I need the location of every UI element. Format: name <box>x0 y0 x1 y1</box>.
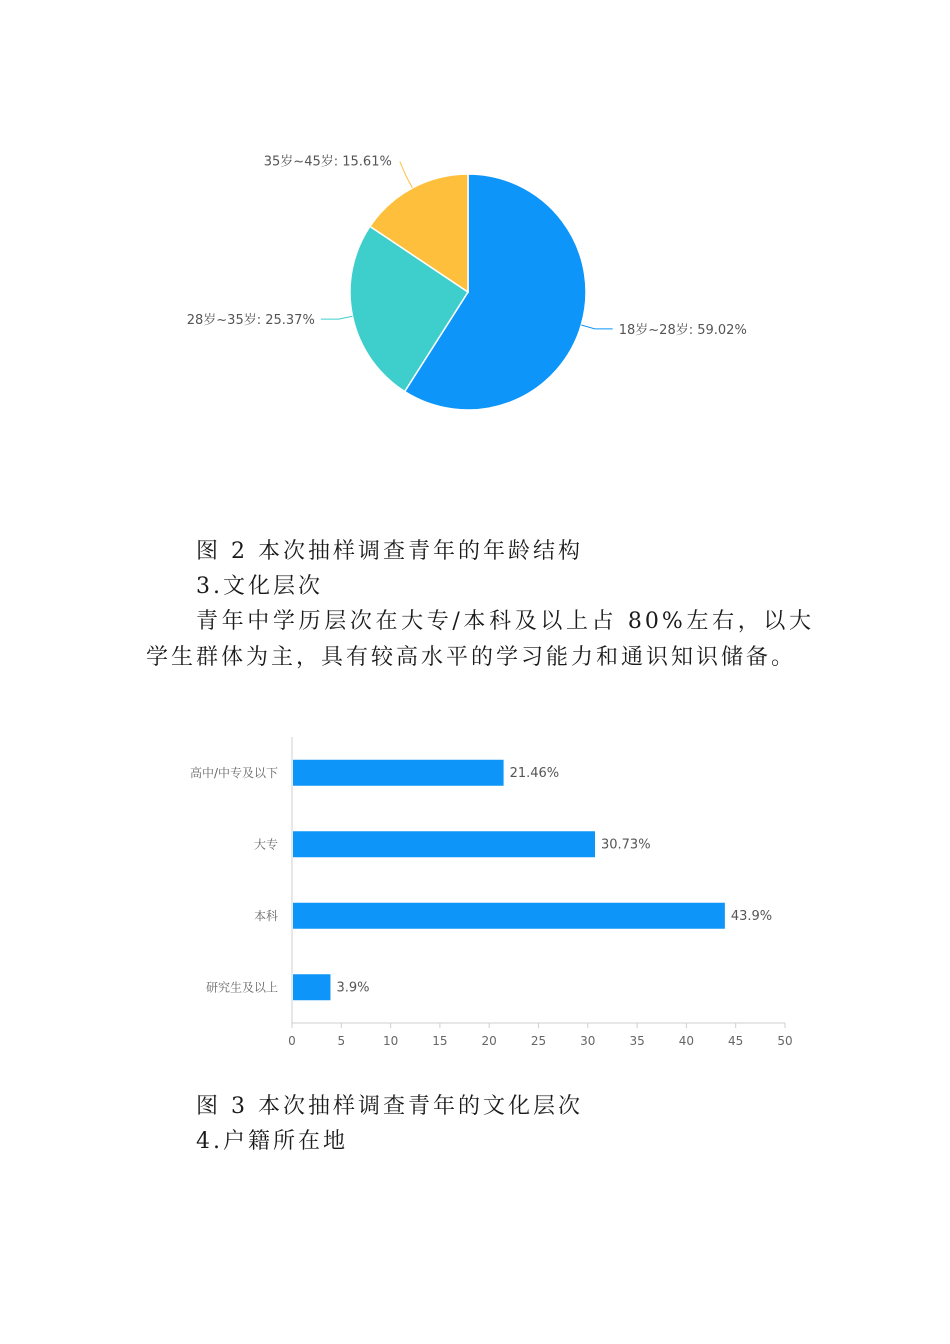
x-tick-label: 50 <box>777 1034 793 1048</box>
pie-label: 18岁~28岁: 59.02% <box>618 322 747 338</box>
x-tick-label: 40 <box>678 1034 695 1048</box>
pie-leader-line <box>321 316 353 319</box>
x-tick-label: 20 <box>481 1034 497 1048</box>
bar <box>293 760 504 786</box>
x-tick-label: 10 <box>382 1034 399 1048</box>
education-bar-chart <box>150 725 810 1065</box>
bar <box>293 831 595 857</box>
education-paragraph: 青年中学历层次在大专/本科及以上占 80%左右，以大学生群体为主，具有较高水平的学习能力和通识知识储备。 <box>146 609 814 670</box>
bar <box>293 974 330 1000</box>
x-tick-label: 35 <box>629 1034 645 1048</box>
figure-2-caption: 图 2 本次抽样调查青年的年龄结构 <box>196 539 583 564</box>
section-heading-household: 4.户籍所在地 <box>196 1129 348 1154</box>
bar-value-label: 30.73% <box>600 837 651 853</box>
x-tick-label: 15 <box>432 1034 448 1048</box>
section-heading-education: 3.文化层次 <box>196 574 323 599</box>
x-tick-label: 0 <box>288 1034 296 1048</box>
bar-category-label: 本科 <box>253 908 278 923</box>
bar <box>293 903 725 929</box>
x-tick-label: 5 <box>337 1034 346 1048</box>
figure-3-caption: 图 3 本次抽样调查青年的文化层次 <box>196 1094 583 1119</box>
bar-category-label: 高中/中专及以下 <box>189 765 278 780</box>
bar-category-label: 大专 <box>253 837 278 852</box>
x-tick-label: 45 <box>728 1034 744 1048</box>
x-tick-label: 25 <box>530 1034 547 1048</box>
pie-slices <box>350 174 586 410</box>
pie-label: 35岁~45岁: 15.61% <box>263 154 392 170</box>
bar-value-label: 43.9% <box>730 908 773 924</box>
bar-value-label: 3.9% <box>336 980 370 996</box>
pie-label: 28岁~35岁: 25.37% <box>186 313 315 329</box>
bar-category-label: 研究生及以上 <box>205 980 278 995</box>
bar-value-label: 21.46% <box>509 765 560 781</box>
pie-leader-line <box>400 162 413 188</box>
pie-leader-line <box>581 325 612 329</box>
x-axis-ticks <box>288 1023 792 1048</box>
bars <box>190 760 772 1001</box>
age-pie-chart <box>140 140 800 430</box>
x-tick-label: 30 <box>580 1034 596 1048</box>
